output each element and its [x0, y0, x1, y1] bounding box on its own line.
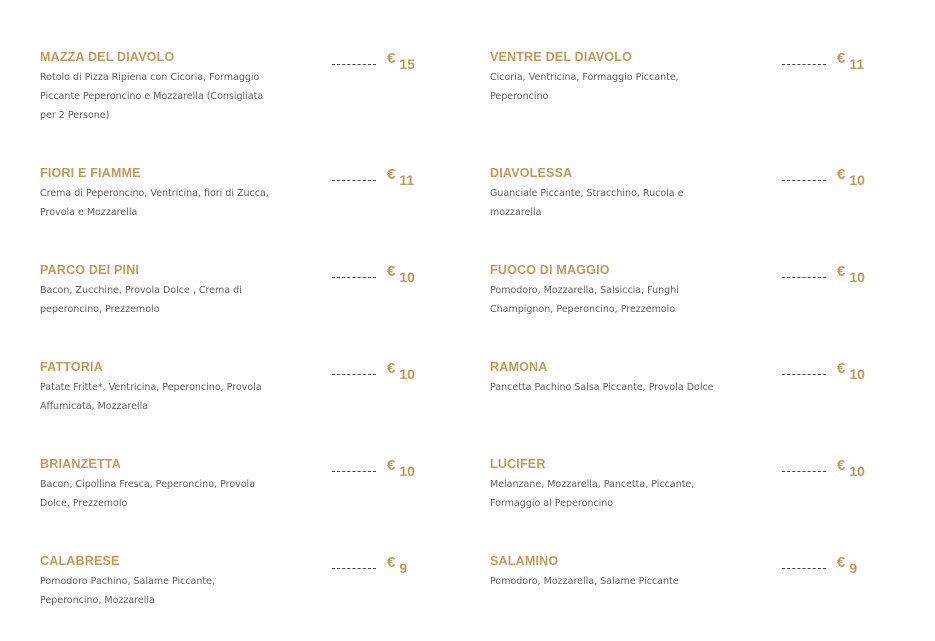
item-price [837, 263, 865, 285]
price-amount: 10 [849, 366, 865, 382]
euro-symbol: € [387, 166, 396, 183]
item-description: Rotolo di Pizza Ripiena con Cicoria, Formaggio Piccante Peperoncino e Mozzarella (Consigliata per 2 Persone) [40, 72, 264, 121]
price-amount: 11 [399, 172, 415, 188]
dotted-leader [782, 471, 826, 472]
item-price [837, 166, 865, 188]
dotted-leader [782, 277, 826, 278]
item-description: Cicoria, Ventricina, Formaggio Piccante, Peperoncino [490, 72, 679, 102]
menu-item [40, 50, 440, 156]
price-amount: 10 [399, 463, 415, 479]
item-name: FUOCO DI MAGGIO [490, 263, 610, 277]
dotted-leader [332, 180, 376, 181]
price-amount: 9 [399, 560, 408, 576]
euro-symbol: € [387, 457, 396, 474]
dotted-leader [332, 568, 376, 569]
item-name: FIORI E FIAMME [40, 166, 141, 180]
menu-item [490, 360, 890, 447]
item-price [837, 457, 865, 479]
dotted-leader [782, 64, 826, 65]
item-price [837, 50, 865, 72]
price-amount: 9 [849, 560, 858, 576]
item-name: RAMONA [490, 360, 548, 374]
item-description: Patate Fritte*, Ventricina, Peperoncino, Provola Affumicata, Mozzarella [40, 382, 262, 412]
item-name: FATTORIA [40, 360, 103, 374]
item-description: Pomodoro, Mozzarella, Salame Piccante [490, 576, 679, 587]
item-price [837, 554, 858, 576]
menu-item [40, 360, 440, 447]
euro-symbol: € [387, 50, 396, 67]
item-name: CALABRESE [40, 554, 120, 568]
dotted-leader [782, 374, 826, 375]
euro-symbol: € [837, 166, 846, 183]
euro-symbol: € [837, 554, 846, 571]
menu-item [40, 166, 440, 253]
menu-column-left [40, 40, 440, 641]
dotted-leader [782, 180, 826, 181]
item-name: BRIANZETTA [40, 457, 121, 471]
menu-item [490, 50, 890, 156]
euro-symbol: € [387, 263, 396, 280]
menu-item [490, 263, 890, 350]
item-price [837, 360, 865, 382]
dotted-leader [332, 64, 376, 65]
dotted-leader [332, 277, 376, 278]
menu-item [490, 457, 890, 544]
item-name: MAZZA DEL DIAVOLO [40, 50, 175, 64]
dotted-leader [332, 471, 376, 472]
item-name: PARCO DEI PINI [40, 263, 140, 277]
price-amount: 10 [399, 269, 415, 285]
euro-symbol: € [837, 360, 846, 377]
menu-item [40, 457, 440, 544]
euro-symbol: € [387, 360, 396, 377]
euro-symbol: € [387, 554, 396, 571]
price-amount: 10 [399, 366, 415, 382]
price-amount: 10 [849, 463, 865, 479]
price-amount: 15 [399, 56, 415, 72]
euro-symbol: € [837, 457, 846, 474]
euro-symbol: € [837, 263, 846, 280]
menu-column-right [490, 40, 890, 641]
item-name: SALAMINO [490, 554, 559, 568]
item-description: Pancetta Pachino Salsa Piccante, Provola Dolce [490, 382, 714, 393]
price-amount: 10 [849, 269, 865, 285]
price-amount: 11 [849, 56, 865, 72]
item-price [387, 457, 415, 479]
item-price [387, 554, 408, 576]
item-description: Melanzane, Mozzarella, Pancetta, Piccante, Formaggio al Peperoncino [490, 479, 695, 509]
item-price [387, 50, 415, 72]
item-description: Bacon, Zucchine, Provola Dolce , Crema di peperoncino, Prezzemolo [40, 285, 242, 315]
item-price [387, 263, 415, 285]
item-name: LUCIFER [490, 457, 546, 471]
menu-item [40, 263, 440, 350]
item-description: Crema di Peperoncino, Ventricina, fiori di Zucca, Provola e Mozzarella [40, 188, 269, 218]
item-description: Pomodoro Pachino, Salame Piccante, Peperoncino, Mozzarella [40, 576, 215, 606]
dotted-leader [332, 374, 376, 375]
item-description: Guanciale Piccante, Stracchino, Rucola e mozzarella [490, 188, 684, 218]
item-name: VENTRE DEL DIAVOLO [490, 50, 633, 64]
euro-symbol: € [837, 50, 846, 67]
dotted-leader [782, 568, 826, 569]
price-amount: 10 [849, 172, 865, 188]
item-description: Pomodoro, Mozzarella, Salsiccia, Funghi Champignon, Peperoncino, Prezzemolo [490, 285, 679, 315]
item-price [387, 360, 415, 382]
item-price [387, 166, 415, 188]
menu-item [490, 166, 890, 253]
item-name: DIAVOLESSA [490, 166, 573, 180]
item-description: Bacon, Cipollina Fresca, Peperoncino, Provola Dolce, Prezzemolo [40, 479, 256, 509]
